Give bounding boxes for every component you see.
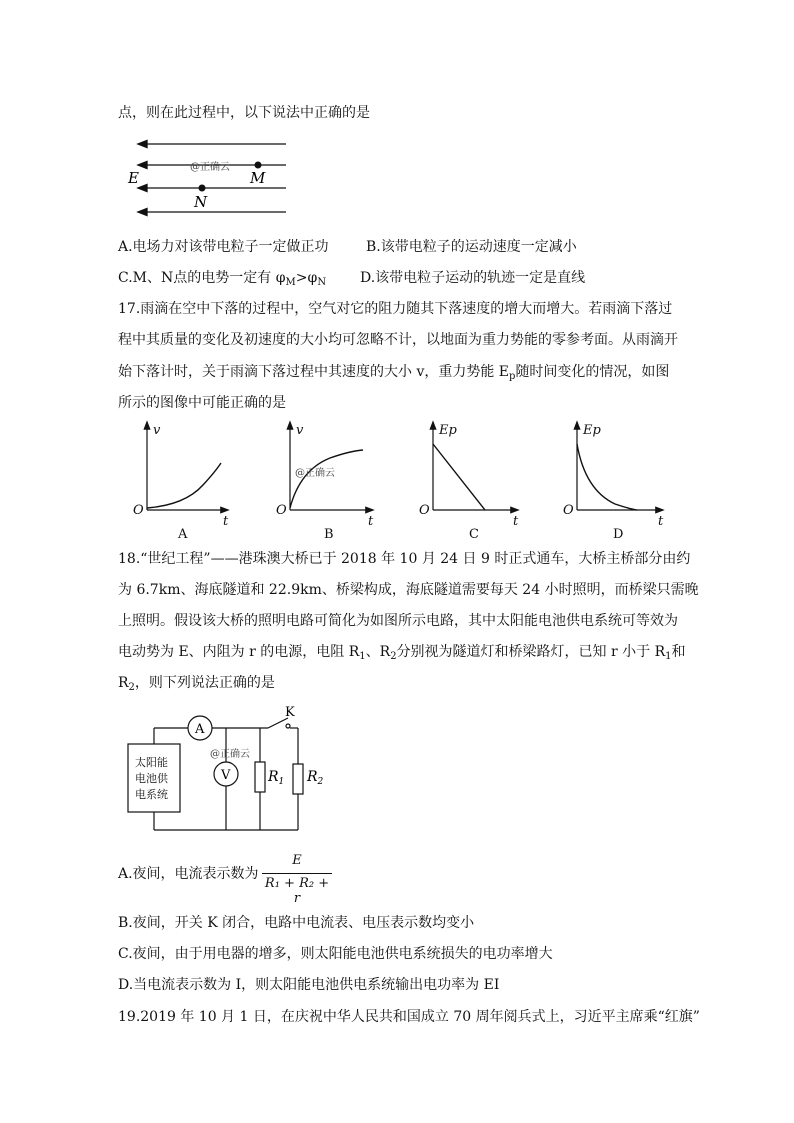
label-m: M bbox=[250, 169, 266, 187]
graph-c-origin: O bbox=[419, 503, 430, 518]
q16-option-d: D.该带电粒子运动的轨迹一定是直线 bbox=[360, 270, 586, 286]
question-intro-line: 点，则在此过程中，以下说法中正确的是 bbox=[118, 105, 370, 121]
q18-line-1: 18.“世纪工程”——港珠澳大桥已于 2018 年 10 月 24 日 9 时正式通车，大桥主桥部分由约 bbox=[118, 551, 691, 567]
graph-d-origin: O bbox=[563, 503, 574, 518]
switch-label: K bbox=[285, 705, 295, 720]
graph-d-ylabel: Ep bbox=[583, 423, 601, 438]
graph-b-xlabel: t bbox=[368, 514, 374, 529]
ammeter-label: A bbox=[195, 722, 205, 737]
q18-line-3: 上照明。假设该大桥的照明电路可简化为如图所示电路，其中太阳能电池供电系统可等效为 bbox=[118, 613, 678, 629]
watermark: @正确云 bbox=[190, 162, 230, 173]
graph-a-xlabel: t bbox=[223, 514, 229, 529]
q18-option-b: B.夜间，开关 K 闭合，电路中电流表、电压表示数均变小 bbox=[118, 915, 475, 931]
graph-b-origin: O bbox=[276, 503, 287, 518]
graph-c-label: C bbox=[469, 527, 479, 542]
q16-option-c: C.M、N点的电势一定有 $\varphi_M>\varphi_N$ bbox=[118, 270, 327, 288]
q16-option-a: A.电场力对该带电粒子一定做正功 bbox=[118, 239, 329, 255]
field-label-e: E bbox=[128, 169, 139, 187]
q18-option-d: D.当电流表示数为 I，则太阳能电池供电系统输出电功率为 EI bbox=[118, 977, 500, 993]
box-line-3: 电系统 bbox=[135, 788, 168, 801]
graph-b-ylabel: v bbox=[296, 423, 304, 438]
graph-c-ylabel: Ep bbox=[439, 423, 457, 438]
r1-label: $R_1$ bbox=[268, 769, 285, 787]
q17-line-3: 始下落计时，关于雨滴下落过程中其速度的大小 v，重力势能 $E_p$随时间变化的情况，如图 bbox=[118, 364, 670, 382]
graph-a-label: A bbox=[178, 527, 188, 542]
voltmeter-label: V bbox=[221, 768, 231, 783]
graph-d-xlabel: t bbox=[658, 514, 664, 529]
q16-option-b: B.该带电粒子的运动速度一定减小 bbox=[366, 239, 577, 255]
box-line-1: 太阳能 bbox=[135, 756, 168, 769]
fraction-numerator: E bbox=[292, 853, 302, 868]
q17-line-1: 17.雨滴在空中下落的过程中，空气对它的阻力随其下落速度的增大而增大。若雨滴下落过 bbox=[118, 301, 673, 317]
label-n: N bbox=[194, 193, 208, 211]
graph-watermark: @正确云 bbox=[295, 468, 335, 479]
graph-a-origin: O bbox=[133, 503, 144, 518]
circuit-watermark: @正确云 bbox=[210, 749, 250, 760]
q18-line-2: 为 6.7km、海底隧道和 22.9km、桥梁构成，海底隧道需要每天 24 小时照明，而桥梁只需晚 bbox=[118, 582, 699, 598]
q18-option-c: C.夜间，由于用电器的增多，则太阳能电池供电系统损失的电功率增大 bbox=[118, 946, 553, 962]
q18-option-a-fraction bbox=[262, 853, 332, 906]
point-m bbox=[255, 162, 262, 169]
graph-a-ylabel: v bbox=[153, 423, 161, 438]
box-line-2: 电池供 bbox=[135, 772, 168, 785]
q18-line-5: $R_2$，则下列说法正确的是 bbox=[118, 675, 275, 693]
graph-d-label: D bbox=[613, 527, 624, 542]
graph-c-xlabel: t bbox=[513, 514, 519, 529]
q17-graphs bbox=[125, 420, 675, 545]
graph-b-label: B bbox=[324, 527, 334, 542]
q19-line-1: 19.2019 年 10 月 1 日，在庆祝中华人民共和国成立 70 周年阅兵式上，习近平主席乘“红旗” bbox=[118, 1009, 700, 1025]
r2-label: $R_2$ bbox=[307, 769, 324, 787]
electric-field-figure bbox=[120, 132, 300, 227]
fraction-denominator: R₁ + R₂ + r bbox=[264, 876, 330, 906]
q18-line-4: 电动势为 E、内阻为 r 的电源，电阻 $R_1$、$R_2$分别视为隧道灯和桥梁路灯，已知 r 小于 $R_1$和 bbox=[118, 644, 686, 662]
q17-line-4: 所示的图像中可能正确的是 bbox=[118, 395, 286, 411]
q17-line-2: 程中其质量的变化及初速度的大小均可忽略不计，以地面为重力势能的零参考面。从雨滴开 bbox=[118, 332, 678, 348]
q18-option-a: A.夜间，电流表示数为 bbox=[118, 866, 259, 882]
circuit-diagram bbox=[120, 702, 340, 837]
point-n bbox=[199, 185, 206, 192]
